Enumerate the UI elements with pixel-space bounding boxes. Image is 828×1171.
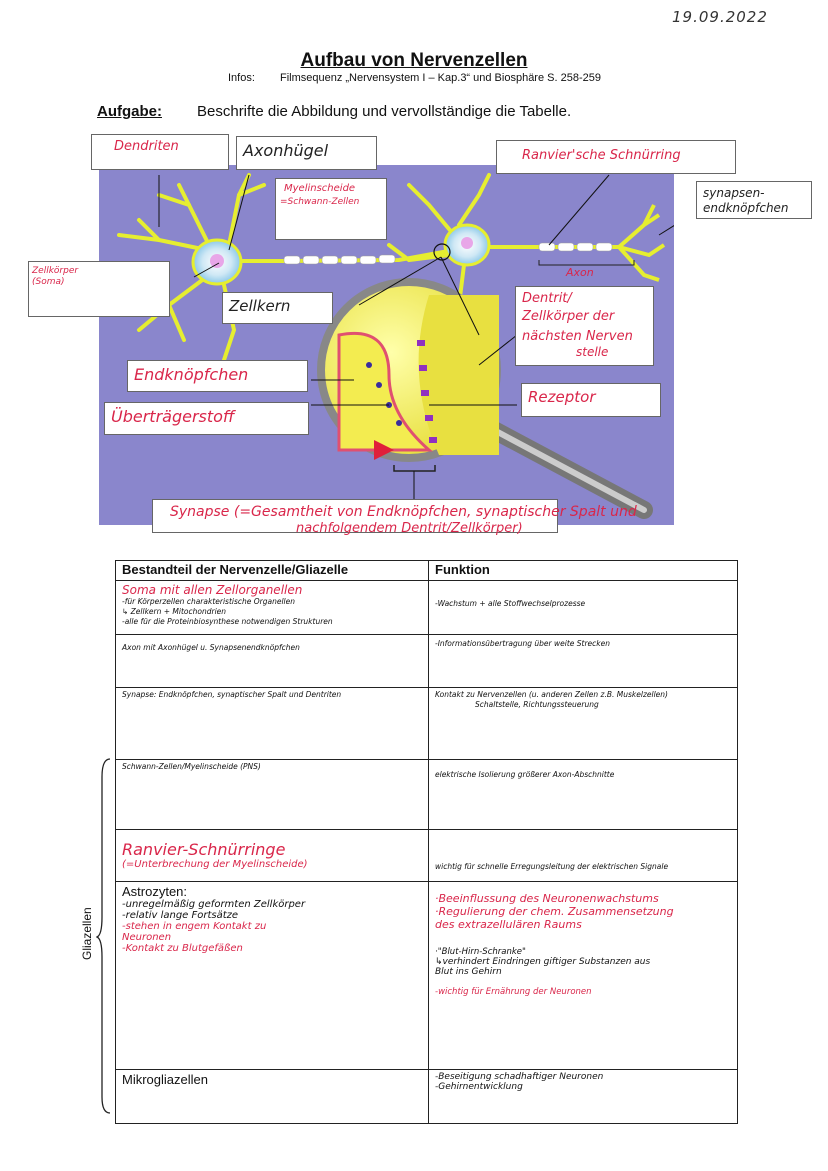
label-zellkoerper-2: (Soma) [32,277,65,287]
cell-text: Axon mit Axonhügel u. Synapsenendknöpfchen [122,643,300,652]
task-text: Beschrifte die Abbildung und vervollständige die Tabelle. [197,103,572,120]
label-box-axonhuegel [236,136,377,170]
cell-text: -Beseitigung schadhaftiger Neuronen [435,1072,604,1082]
cell-text: -alle für die Proteinbiosynthese notwendigen Strukturen [122,617,333,626]
label-box-ranvier [496,140,736,174]
header-function: Funktion [429,561,738,581]
table-row [116,830,738,882]
cell-title: Astrozyten: [122,884,188,899]
header-component: Bestandteil der Nervenzelle/Gliazelle [116,561,429,581]
label-dendriten: Dendriten [114,139,179,154]
cell-text: ↳verhindert Eindringen giftiger Substanzen aus [435,957,651,967]
cell-text: ·"Blut-Hirn-Schranke" [435,947,526,957]
table-row [116,635,738,688]
label-synapse-1: Synapse (=Gesamtheit von Endknöpfchen, synaptischer Spalt und [170,504,637,520]
cell-text: Blut ins Gehirn [435,967,502,977]
label-dentrit-3: nächsten Nerven [522,329,633,344]
infos-label: Infos: [228,72,255,84]
cell-text: des extrazellulären Raums [435,918,582,931]
gliazellen-brace [96,757,116,1117]
table-header-row [116,561,738,581]
cell-text: -für Körperzellen charakteristische Organellen [122,597,295,606]
table-row [116,688,738,760]
cell-text: Schaltstelle, Richtungssteuerung [475,700,599,709]
label-box-endknoepfchen [127,360,308,392]
cell-text: ·Regulierung der chem. Zusammensetzung [435,905,674,918]
label-rezeptor: Rezeptor [528,388,596,406]
label-box-dendriten [91,134,229,170]
label-synapse-2: nachfolgendem Dentrit/Zellkörper) [296,521,523,536]
cell-text: -Kontakt zu Blutgefäßen [122,943,243,954]
table-row [116,581,738,635]
cell-text: -unregelmäßig geformten Zellkörper [122,899,306,910]
cell-title: Mikrogliazellen [122,1072,208,1087]
cell-text: Synapse: Endknöpfchen, synaptischer Spalt und Dentriten [122,690,342,699]
label-axonhuegel: Axonhügel [243,141,329,160]
label-endknoepfchen: Endknöpfchen [134,365,249,384]
label-box-myelin [275,178,387,240]
cell-text: Neuronen [122,932,172,943]
cell-text: Ranvier-Schnürringe [122,840,286,859]
side-label-gliazellen: Gliazellen [80,907,94,960]
cell-text: ·Beeinflussung des Neuronenwachstums [435,892,659,905]
label-box-uebertraegerstoff [104,402,309,435]
label-box-zellkoerper [28,261,170,317]
label-dentrit-1: Dentrit/ [522,291,572,306]
label-uebertraegerstoff: Überträgerstoff [111,407,235,426]
label-dentrit-4: stelle [576,345,609,359]
page-title: Aufbau von Nervenzellen [300,50,528,71]
label-box-synapsen [696,181,812,219]
cell-text: -Informationsübertragung über weite Strecken [435,639,611,648]
label-synapsen-1: synapsen- [703,186,765,200]
label-axon: Axon [566,266,594,279]
label-ranvier: Ranvier'sche Schnürring [522,148,681,163]
cell-text: -Wachstum + alle Stoffwechselprozesse [435,599,586,608]
date: 19.09.2022 [672,8,768,26]
cell-text: -wichtig für Ernährung der Neuronen [435,987,592,997]
label-box-zellkern [222,292,333,324]
cell-text: -stehen in engem Kontakt zu [122,921,267,932]
cell-text: wichtig für schnelle Erregungsleitung der elektrischen Signale [435,862,669,871]
cell-text: elektrische Isolierung größerer Axon-Abschnitte [435,770,615,779]
cell-text: Kontakt zu Nervenzellen (u. anderen Zellen z.B. Muskelzellen) [435,690,668,699]
label-myelin-2: =Schwann-Zellen [280,197,360,207]
cell-text: -relativ lange Fortsätze [122,910,239,921]
infos-line [228,72,623,84]
cell-text: ↳ Zellkern + Mitochondrien [122,607,227,616]
table-row [116,1070,738,1124]
label-box-dentrit [515,286,654,366]
label-dentrit-2: Zellkörper der [522,309,615,324]
cell-text: Schwann-Zellen/Myelinscheide (PNS) [122,762,261,771]
label-box-rezeptor [521,383,661,417]
cell-text: Soma mit allen Zellorganellen [122,583,303,597]
table-row [116,760,738,830]
label-zellkern: Zellkern [229,297,291,315]
infos-text: Filmsequenz „Nervensystem I – Kap.3“ und Biosphäre S. 258-259 [279,72,601,84]
function-table [115,560,738,1124]
label-synapsen-2: endknöpfchen [703,201,789,215]
label-zellkoerper-1: Zellkörper [32,266,79,276]
task-label: Aufgabe: [97,103,162,120]
label-myelin-1: Myelinscheide [284,183,356,194]
cell-text: (=Unterbrechung der Myelinscheide) [122,859,308,870]
table-row [116,882,738,1070]
cell-text: -Gehirnentwicklung [435,1082,523,1092]
